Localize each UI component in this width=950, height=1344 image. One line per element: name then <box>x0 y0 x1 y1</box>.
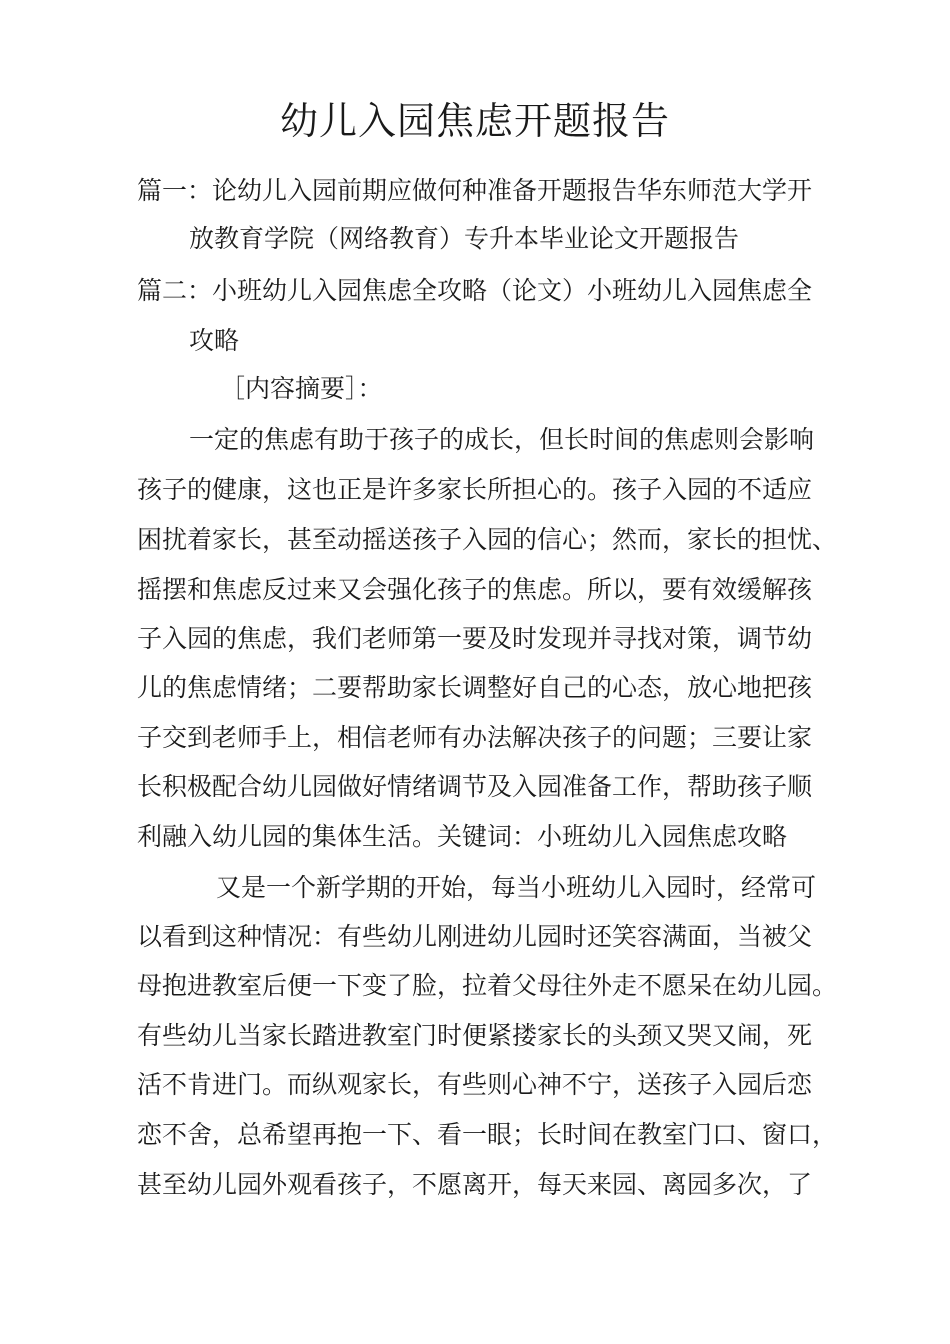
abstract-line: 困扰着家长，甚至动摇送孩子入园的信心；然而，家长的担忧、 <box>137 525 838 554</box>
abstract-line: 孩子的健康，这也正是许多家长所担心的。孩子入园的不适应 <box>137 475 813 504</box>
abstract-line: 利融入幼儿园的集体生活。关键词：小班幼儿入园焦虑攻略 <box>137 822 788 851</box>
abstract-line: 子交到老师手上，相信老师有办法解决孩子的问题；三要让家 <box>137 723 813 752</box>
abstract-line: 长积极配合幼儿园做好情绪调节及入园准备工作，帮助孩子顺 <box>137 772 813 801</box>
body-line: 又是一个新学期的开始，每当小班幼儿入园时，经常可 <box>216 873 817 902</box>
chapter-2-line-1: 篇二：小班幼儿入园焦虑全攻略（论文）小班幼儿入园焦虑全 <box>137 276 813 305</box>
chapter-1-line-2: 放教育学院（网络教育）专升本毕业论文开题报告 <box>189 224 740 253</box>
document-title: 幼儿入园焦虑开题报告 <box>279 99 670 143</box>
body-line: 恋不舍，总希望再抱一下、看一眼；长时间在教室门口、窗口， <box>137 1120 838 1149</box>
abstract-line: 摇摆和焦虑反过来又会强化孩子的焦虑。所以，要有效缓解孩 <box>137 575 813 604</box>
body-line: 甚至幼儿园外观看孩子，不愿离开，每天来园、离园多次，了 <box>137 1170 813 1199</box>
abstract-line: 儿的焦虑情绪；二要帮助家长调整好自己的心态，放心地把孩 <box>137 673 813 702</box>
abstract-line: 一定的焦虑有助于孩子的成长，但长时间的焦虑则会影响 <box>189 425 815 454</box>
body-line: 有些幼儿当家长踏进教室门时便紧搂家长的头颈又哭又闹，死 <box>137 1021 813 1050</box>
abstract-heading: ［内容摘要］： <box>220 374 383 403</box>
abstract-line: 子入园的焦虑，我们老师第一要及时发现并寻找对策，调节幼 <box>137 624 813 653</box>
body-line: 以看到这种情况：有些幼儿刚进幼儿园时还笑容满面，当被父 <box>137 922 813 951</box>
body-line: 活不肯进门。而纵观家长，有些则心神不宁，送孩子入园后恋 <box>137 1070 813 1099</box>
chapter-1-line-1: 篇一：论幼儿入园前期应做何种准备开题报告华东师范大学开 <box>137 176 813 205</box>
chapter-2-line-2: 攻略 <box>189 326 240 355</box>
body-line: 母抱进教室后便一下变了脸，拉着父母往外走不愿呆在幼儿园。 <box>137 971 838 1000</box>
